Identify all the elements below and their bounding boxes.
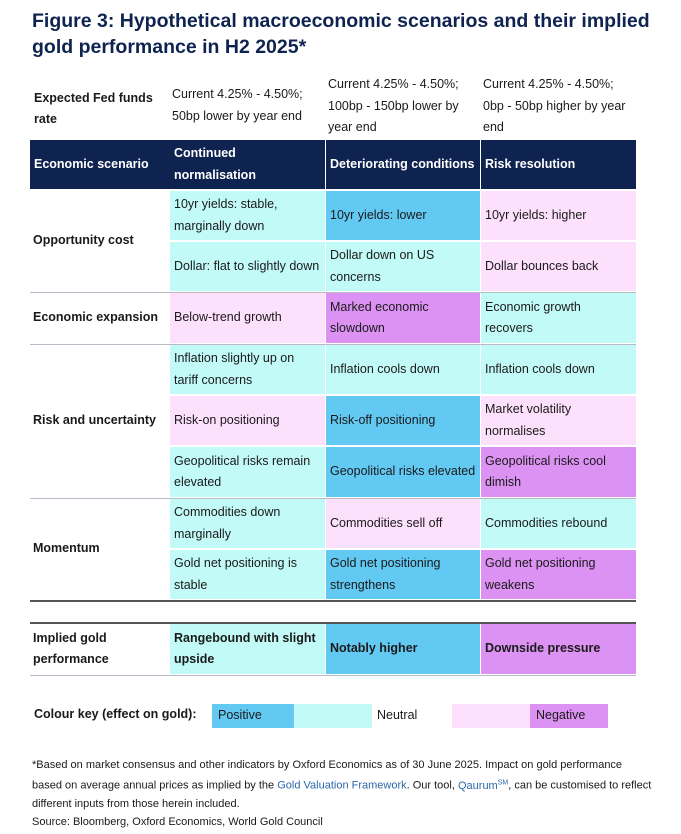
- fed-rate-deteriorating: Current 4.25% - 4.50%; 100bp - 150bp lower by year end: [328, 77, 459, 134]
- footnote-text-3: , can be customised to reflect different inputs from those herein included.: [32, 779, 652, 810]
- header-continued-normalisation: Continued normalisation: [170, 140, 325, 189]
- qaurum-link-text: Qaurum: [457, 779, 498, 792]
- cell-risk-inflation-deteriorating: Inflation cools down: [326, 345, 480, 394]
- footnote: [32, 756, 652, 831]
- cell-opportunity-yields-resolution: 10yr yields: higher: [481, 191, 636, 240]
- footnote-text-1: *Based on market consensus and other indicators by Oxford Economics as of 30 June 2025. Impact on gold performance based on average annual prices as implied by the: [32, 759, 623, 792]
- fed-rate-row: [32, 74, 636, 136]
- cell-opportunity-dollar-deteriorating: Dollar down on US concerns: [326, 242, 480, 291]
- cell-opportunity-yields-normalisation: 10yr yields: stable, marginally down: [170, 191, 325, 240]
- fed-rate-normalisation: Current 4.25% - 4.50%; 50bp lower by year end: [172, 87, 303, 123]
- row-label-momentum: Momentum: [33, 541, 100, 556]
- cell-expansion-normalisation: Below-trend growth: [170, 293, 325, 343]
- cell-risk-positioning-normalisation: Risk-on positioning: [170, 396, 325, 445]
- cell-risk-geopolitical-deteriorating: Geopolitical risks elevated: [326, 447, 480, 497]
- cell-momentum-commodities-resolution: Commodities rebound: [481, 499, 636, 548]
- cell-implied-normalisation: Rangebound with slight upside: [170, 624, 325, 674]
- cell-momentum-gold-resolution: Gold net positioning weakens: [481, 550, 636, 599]
- header-deteriorating-conditions: Deteriorating conditions: [326, 140, 480, 189]
- qaurum-sm-mark: SM: [497, 779, 509, 786]
- row-label-implied-gold: Implied gold performance: [33, 630, 109, 666]
- cell-opportunity-dollar-resolution: Dollar bounces back: [481, 242, 636, 291]
- cell-opportunity-dollar-normalisation: Dollar: flat to slightly down: [170, 242, 325, 291]
- cell-implied-resolution: Downside pressure: [481, 624, 636, 674]
- cell-momentum-gold-deteriorating: Gold net positioning strengthens: [326, 550, 480, 599]
- divider: [30, 600, 636, 602]
- figure-title: Figure 3: Hypothetical macroeconomic scenarios and their implied gold performance in H2 2025*: [32, 10, 650, 58]
- cell-opportunity-yields-deteriorating: 10yr yields: lower: [326, 191, 480, 240]
- cell-risk-positioning-deteriorating: Risk-off positioning: [326, 396, 480, 445]
- cell-expansion-deteriorating: Marked economic slowdown: [326, 293, 480, 343]
- cell-momentum-commodities-normalisation: Commodities down marginally: [170, 499, 325, 548]
- header-risk-resolution: Risk resolution: [481, 140, 636, 189]
- footnote-text-2: . Our tool,: [406, 779, 458, 792]
- cell-momentum-commodities-deteriorating: Commodities sell off: [326, 499, 480, 548]
- header-economic-scenario: Economic scenario: [30, 140, 170, 189]
- fed-rate-resolution: Current 4.25% - 4.50%; 0bp - 50bp higher by year end: [483, 77, 626, 134]
- qaurum-link[interactable]: [458, 780, 508, 792]
- row-label-risk-uncertainty: Risk and uncertainty: [33, 413, 156, 428]
- cell-expansion-resolution: Economic growth recovers: [481, 293, 636, 343]
- row-label-opportunity-cost: Opportunity cost: [33, 233, 134, 248]
- row-label-economic-expansion: Economic expansion: [33, 310, 159, 325]
- cell-risk-geopolitical-normalisation: Geopolitical risks remain elevated: [170, 447, 325, 497]
- colour-key-label: Colour key (effect on gold):: [34, 707, 197, 721]
- source-line: Source: Bloomberg, Oxford Economics, World Gold Council: [32, 815, 323, 828]
- fed-rate-label: Expected Fed funds rate: [34, 91, 153, 126]
- cell-risk-positioning-resolution: Market volatility normalises: [481, 396, 636, 445]
- divider: [30, 675, 636, 676]
- cell-risk-geopolitical-resolution: Geopolitical risks cool dimish: [481, 447, 636, 497]
- cell-risk-inflation-resolution: Inflation cools down: [481, 345, 636, 394]
- colour-key-negative-light-swatch: [452, 704, 530, 728]
- gold-valuation-framework-link[interactable]: Gold Valuation Framework: [277, 779, 407, 792]
- colour-key: [32, 700, 632, 730]
- cell-risk-inflation-normalisation: Inflation slightly up on tariff concerns: [170, 345, 325, 394]
- colour-key-neutral-label: Neutral: [377, 708, 418, 722]
- colour-key-negative-label: Negative: [536, 708, 586, 722]
- colour-key-positive-label: Positive: [218, 708, 262, 722]
- cell-momentum-gold-normalisation: Gold net positioning is stable: [170, 550, 325, 599]
- cell-implied-deteriorating: Notably higher: [326, 624, 480, 674]
- colour-key-neutral-swatch: [294, 704, 372, 728]
